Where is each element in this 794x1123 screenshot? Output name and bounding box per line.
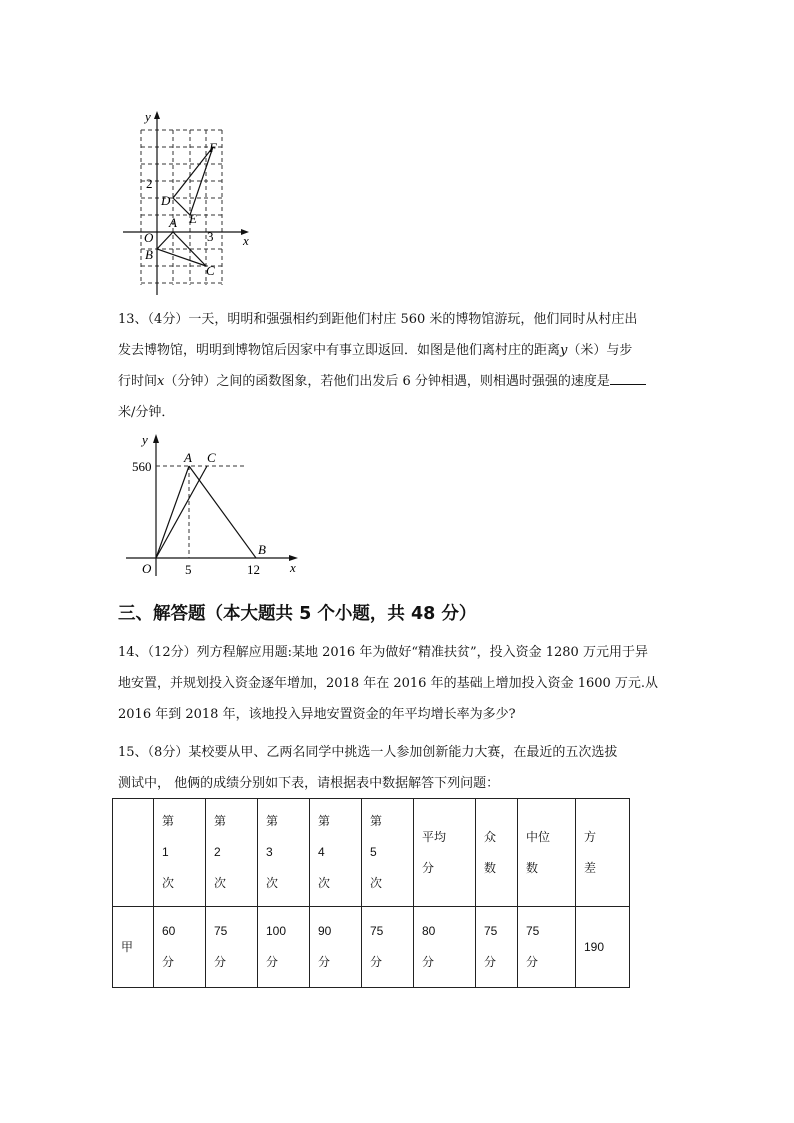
table-header-row (113, 799, 630, 907)
table-row (113, 907, 630, 988)
cell-jia-5: 75 分 (362, 907, 414, 988)
question-13-line-3 (118, 366, 678, 397)
tick-label-3: 3 (207, 229, 214, 244)
cell-jia-average: 80 分 (414, 907, 476, 988)
point-label-b: B (145, 247, 153, 262)
header-average: 平均 分 (414, 799, 476, 907)
line-o-a (156, 466, 189, 558)
header-test-5: 第 5 次 (362, 799, 414, 907)
header-test-3: 第 3 次 (258, 799, 310, 907)
tick-5: 5 (185, 562, 192, 577)
header-test-4: 第 4 次 (310, 799, 362, 907)
grid-figure (115, 105, 265, 300)
answer-blank (610, 372, 646, 385)
tick-label-2: 2 (146, 176, 153, 191)
cell-jia-3: 100 分 (258, 907, 310, 988)
tick-560: 560 (132, 459, 152, 474)
line-o-c (156, 466, 207, 558)
cell-jia-2: 75 分 (206, 907, 258, 988)
graph-y-arrow (153, 434, 159, 443)
question-13-line-1: 13、（4分）一天，明明和强强相约到距他们村庄 560 米的博物馆游玩，他们同时从村庄出 (118, 312, 638, 327)
point-label-c: C (206, 263, 215, 278)
graph-x-label: x (290, 560, 296, 575)
question-14-line-1: 14、（12分）列方程解应用题:某地 2016 年为做好“精准扶贫”，投入资金 1280 万元用于异 (118, 645, 648, 660)
question-14-line-3: 2016 年到 2018 年，该地投入异地安置资金的年平均增长率为多少? (118, 707, 516, 722)
graph-y-label: y (142, 432, 148, 447)
var-y: y (560, 343, 568, 358)
section-3-title: 三、解答题（本大题共 5 个小题，共 48 分） (118, 604, 477, 624)
point-label-a: A (169, 215, 177, 230)
cell-jia-4: 90 分 (310, 907, 362, 988)
header-test-2: 第 2 次 (206, 799, 258, 907)
point-label-f: F (209, 140, 217, 155)
header-variance: 方 差 (576, 799, 630, 907)
y-axis-label: y (145, 109, 151, 124)
question-13 (118, 304, 678, 428)
graph-label-c: C (207, 450, 216, 465)
question-14 (118, 637, 678, 730)
question-13-line-2 (118, 335, 678, 366)
graph-label-a: A (184, 450, 192, 465)
cell-jia-variance: 190 (576, 907, 630, 988)
question-15-line-1: 15、（8分）某校要从甲、乙两名同学中挑选一人参加创新能力大赛，在最近的五次选拔 (118, 745, 618, 760)
question-15-line-2: 测试中， 他俩的成绩分别如下表，请根据表中数据解答下列问题： (118, 776, 500, 791)
cell-jia-1: 60 分 (154, 907, 206, 988)
graph-origin: O (142, 561, 152, 576)
question-13-line-3-text: 行时间 (118, 374, 158, 389)
distance-time-graph (118, 430, 313, 582)
cell-jia-mode: 75 分 (476, 907, 518, 988)
question-13-line-4: 米/分钟． (118, 405, 175, 420)
tick-12: 12 (247, 562, 260, 577)
after-x: （分钟）之间的函数图象，若他们出发后 6 分钟相遇，则相遇时强强的速度是 (164, 374, 610, 389)
point-label-d: D (161, 193, 171, 208)
var-x: x (157, 374, 165, 389)
header-median: 中位 数 (518, 799, 576, 907)
question-14-line-2: 地安置，并规划投入资金逐年增加，2018 年在 2016 年的基础上增加投入资金 1600 万元.从 (118, 676, 659, 691)
origin-label: O (144, 230, 154, 245)
header-mode: 众 数 (476, 799, 518, 907)
point-label-e: E (189, 211, 197, 226)
unit-y: （米）与步 (567, 343, 633, 358)
question-13-line-2-text: 发去博物馆，明明到博物馆后因家中有事立即返回．如图是他们离村庄的距离 (118, 343, 561, 358)
y-axis-arrow (154, 111, 160, 119)
question-15 (118, 737, 678, 799)
table-corner-cell (113, 799, 154, 907)
row-name-jia: 甲 (113, 907, 154, 988)
graph-label-b: B (258, 542, 266, 557)
scores-table (112, 798, 630, 988)
x-axis-label: x (243, 233, 249, 248)
header-test-1: 第 1 次 (154, 799, 206, 907)
cell-jia-median: 75 分 (518, 907, 576, 988)
